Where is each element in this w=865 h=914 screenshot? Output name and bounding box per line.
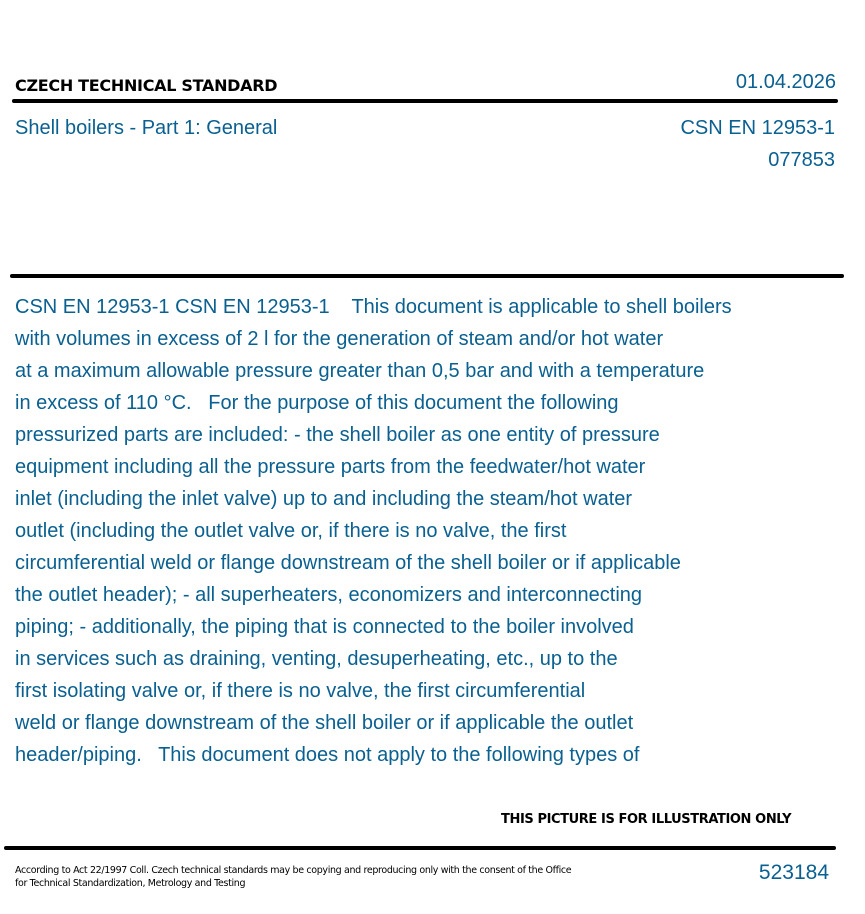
abstract-line: circumferential weld or flange downstream of the shell boiler or if applicable	[15, 552, 681, 574]
legal-notice-line: for Technical Standardization, Metrology and Testing	[15, 878, 246, 889]
legal-notice-line: According to Act 22/1997 Coll. Czech technical standards may be copying and reproducing only with the consent of the Office	[15, 865, 572, 876]
publication-date: 01.04.2026	[735, 71, 836, 93]
legal-notice	[15, 864, 571, 890]
abstract-line: piping; - additionally, the piping that is connected to the boiler involved	[15, 616, 634, 638]
abstract-line: the outlet header); - all superheaters, economizers and interconnecting	[15, 584, 643, 606]
abstract-line: in services such as draining, venting, desuperheating, etc., up to the	[15, 648, 618, 670]
document-abstract	[15, 291, 855, 771]
abstract-line: weld or flange downstream of the shell boiler or if applicable the outlet	[15, 712, 634, 734]
footer-divider	[4, 846, 836, 850]
standard-number: CSN EN 12953-1	[680, 117, 835, 139]
abstract-line: with volumes in excess of 2 l for the generation of steam and/or hot water	[15, 328, 664, 350]
abstract-line: first isolating valve or, if there is no valve, the first circumferential	[15, 680, 586, 702]
abstract-line: at a maximum allowable pressure greater than 0,5 bar and with a temperature	[15, 360, 705, 382]
abstract-line: pressurized parts are included: - the shell boiler as one entity of pressure	[15, 424, 660, 446]
abstract-line: header/piping. This document does not apply to the following types of	[15, 744, 640, 766]
abstract-line: CSN EN 12953-1 CSN EN 12953-1 This document is applicable to shell boilers	[15, 296, 732, 318]
abstract-line: equipment including all the pressure parts from the feedwater/hot water	[15, 456, 646, 478]
document-title: Shell boilers - Part 1: General	[15, 117, 278, 139]
illustration-note: THIS PICTURE IS FOR ILLUSTRATION ONLY	[501, 812, 792, 827]
header-divider	[12, 99, 838, 103]
page-identifier: 523184	[758, 861, 829, 884]
standard-type-label: CZECH TECHNICAL STANDARD	[15, 76, 278, 95]
abstract-line: inlet (including the inlet valve) up to and including the steam/hot water	[15, 488, 633, 510]
catalog-number: 077853	[768, 149, 835, 171]
abstract-line: in excess of 110 °C. For the purpose of this document the following	[15, 392, 619, 414]
abstract-line: outlet (including the outlet valve or, if there is no valve, the first	[15, 520, 567, 542]
section-divider	[10, 274, 844, 278]
